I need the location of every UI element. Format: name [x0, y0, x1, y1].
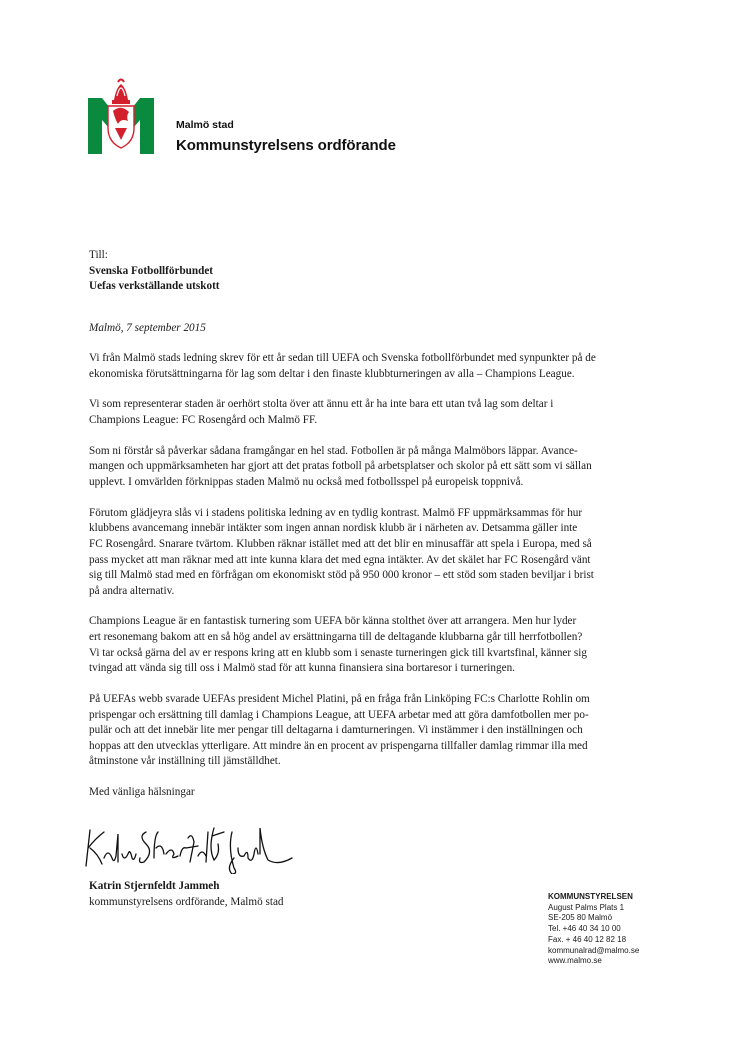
paragraph-1: Vi från Malmö stads ledning skrev för ett år sedan till UEFA och Svenska fotbollförbundet med synpunkter på de ekonomiska förutsättningarna för lag som deltar i den finaste klubbturneringen av alla – Champions League.: [89, 352, 596, 380]
letter-body: [89, 351, 661, 816]
paragraph-6: På UEFAs webb svarade UEFAs president Michel Platini, på en fråga från Linköping FC:s Charlotte Rohlin om prispengar och ersättning till damlag i Champions League, att UEFA arbetar med att göra damfotbollen mer po- pulär och att det innebär lite mer pengar till deltagarna i damturneringen. Vi instämmer i den inställningen och hoppas att den utvecklas ytterligare. Att mindre än en procent av prispengarna tillfaller damlag rimmar illa med åtminstone vår inställning till jämställdhet.: [89, 693, 590, 768]
closing: Med vänliga hälsningar: [89, 786, 195, 799]
org-name: Malmö stad: [176, 119, 234, 131]
signer-name: Katrin Stjernfeldt Jammeh: [89, 880, 220, 892]
recipients-block: [89, 248, 661, 295]
contact-website[interactable]: www.malmo.se: [548, 956, 602, 966]
handwritten-signature: [82, 818, 302, 874]
letter-date: Malmö, 7 september 2015: [89, 322, 206, 334]
contact-block: [548, 892, 708, 967]
contact-address-1: August Palms Plats 1: [548, 902, 625, 912]
contact-phone: Tel. +46 40 34 10 00: [548, 924, 621, 934]
contact-address-2: SE-205 80 Malmö: [548, 913, 613, 923]
signer-title: kommunstyrelsens ordförande, Malmö stad: [89, 895, 284, 908]
contact-email[interactable]: kommunalrad@malmo.se: [548, 945, 640, 955]
recipients-intro: Till:: [89, 249, 108, 261]
contact-fax: Fax. + 46 40 12 82 18: [548, 934, 627, 944]
paragraph-5: Champions League är en fantastisk turnering som UEFA bör känna stolthet över att arrangera. Men hur lyder ert resonemang bakom att en så hög andel av ersättningarna till de deltagande klubbarna går till herrfotbollen? Vi tar också gärna del av er respons kring att en klubb som i senaste turneringen gick till kvartsfinal, känner sig tvingad att vända sig till oss i Malmö stad för att kunna finansiera sina bortaresor i turneringen.: [89, 615, 587, 675]
contact-heading: KOMMUNSTYRELSEN: [548, 892, 633, 901]
malmo-coat-of-arms-logo: [88, 78, 154, 154]
paragraph-2: Vi som representerar staden är oerhört stolta över att ännu ett år ha inte bara ett utan två lag som deltar i Champions League: FC Rosengård och Malmö FF.: [89, 398, 554, 426]
paragraph-3: Som ni förstår så påverkar sådana framgångar en hel stad. Fotbollen är på många Malmöbors läppar. Avance- mangen och uppmärksamheten har gjort att det pratas fotboll på arbetsplatser och skolor på ett sätt som vi sällan upplevt. I omvärlden förknippas staden Malmö nu också med fotbollsspel på europeisk toppnivå.: [89, 444, 592, 488]
department-title: Kommunstyrelsens ordförande: [176, 137, 396, 154]
recipient-uefa: Uefas verkställande utskott: [89, 280, 220, 293]
recipient-sff: Svenska Fotbollförbundet: [89, 264, 214, 277]
paragraph-4: Förutom glädjeyra slås vi i stadens politiska ledning av en tydlig kontrast. Malmö FF uppmärksammas för hur klubbens avancemang innebär intäkter som ingen annan nordisk klubb är i närheten av. Detsamma gäller inte FC Rosengård. Snarare tvärtom. Klubben räknar istället med att det blir en minusaffär att spela i Europa, med så pass mycket att man räknar med att inte kunna klara det med egna intäkter. Av det skälet har FC Rosengård vänt sig till Malmö stad med en förfrågan om ekonomiskt stöd på 950 000 kronor – ett stöd som staden beviljar i brist på andra alternativ.: [89, 506, 594, 597]
signer-block: [89, 879, 284, 910]
